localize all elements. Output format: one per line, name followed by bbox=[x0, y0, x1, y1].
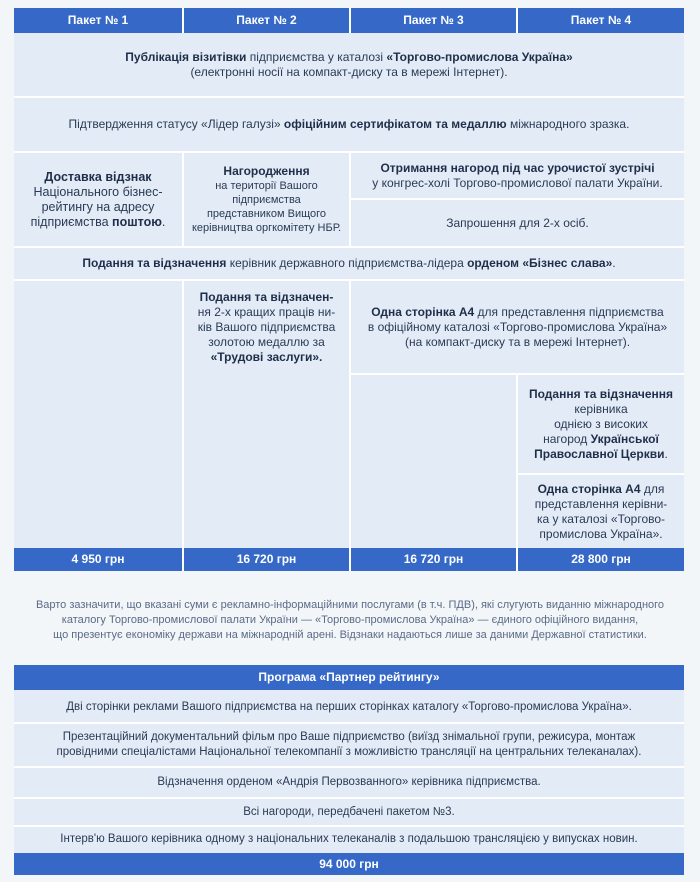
page-a4-cell: Одна сторінка А4 для представлення підприємства в офіційному каталозі «Торгово-промислова Україна» (на компакт-диску та в мережі Інтернет). bbox=[367, 304, 668, 349]
package-1-header: Пакет № 1 bbox=[14, 8, 182, 33]
package-3-header: Пакет № 3 bbox=[351, 8, 516, 33]
partner-program bbox=[14, 665, 684, 875]
catalog-page-cell: Одна сторінка А4 для представлення керівни- ка у каталозі «Торгово- промислова Україна». bbox=[534, 481, 668, 541]
publication-row: Публікація візитівки підприємства у каталозі «Торгово-промислова Україна» (електронні носії на компакт-диску та в мережі Інтернет). bbox=[125, 49, 573, 79]
package-4-price: 28 800 грн bbox=[518, 548, 684, 571]
publication-subline: (електронні носії на компакт-диску та в мережі Інтернет). bbox=[190, 64, 508, 79]
partner-item: Інтерв'ю Вашого керівника одному з національних телеканалів з подальшою трансляцією у випусках новин. bbox=[60, 833, 638, 845]
package-2-price: 16 720 грн bbox=[184, 548, 349, 571]
partner-program-price: 94 000 грн bbox=[14, 853, 684, 875]
package-4-header: Пакет № 4 bbox=[518, 8, 684, 33]
packages-table bbox=[14, 8, 684, 571]
packages-header-row bbox=[14, 8, 684, 33]
ceremony-cell: Отримання нагород під час урочистої зустрічі у конгрес-холі Торгово-промислової палати України. bbox=[372, 160, 663, 190]
church-award-cell: Подання та відзначення керівника однією з високих нагород Української Православної Церкви. bbox=[528, 386, 673, 461]
partner-item: Презентаційний документальний фільм про Ваше підприємство (виїзд знімальної групи, режисура, монтаж bbox=[62, 731, 636, 743]
medal-cell: Подання та відзначен- ня 2-х кращих праців ни- ків Вашого підприємства золотою медаллю за «Трудові заслуги». bbox=[197, 289, 336, 364]
package-2-header: Пакет № 2 bbox=[184, 8, 349, 33]
awarding-cell: Нагородження на території Вашого підприємства представником Вищого керівництва оргкомітету НБР. bbox=[191, 164, 342, 234]
partner-item: Всі нагороди, передбачені пакетом №3. bbox=[243, 806, 455, 818]
order-row: Подання та відзначення керівник державного підприємства-лідера орденом «Бізнес слава». bbox=[82, 256, 616, 270]
partner-program-title: Програма «Партнер рейтингу» bbox=[14, 665, 684, 690]
partner-item: провідними спеціалістами Національної телекомпанії з можливістю трансляції на центральних телеканалах). bbox=[56, 746, 642, 758]
partner-item: Відзначення орденом «Андрія Первозванного» керівника підприємства. bbox=[157, 776, 541, 788]
pricing-note: Варто зазначити, що вказані суми є рекламно-інформаційними послугами (в т.ч. ПДВ), які слугують виданню міжнародного каталогу Торгово-промислової палати України — «Торгово-промислова Україна» — єдиного офіційного видання, що презентує економіку держави на міжнародній арені. Відзнаки надаються лише за даними Державної статистики. bbox=[35, 599, 665, 641]
delivery-cell: Доставка відзнак Національного бізнес- рейтингу на адресу підприємства поштою. bbox=[30, 169, 166, 229]
publication-bold: Публікація візитівки bbox=[125, 49, 247, 64]
confirmation-row: Підтвердження статусу «Лідер галузі» офіційним сертифікатом та медаллю міжнародного зразка. bbox=[68, 117, 630, 131]
invitation-cell: Запрошення для 2-х осіб. bbox=[446, 215, 589, 230]
package-3-price: 16 720 грн bbox=[351, 548, 516, 571]
partner-item: Дві сторінки реклами Вашого підприємства на перших сторінках каталогу «Торгово-промислова Україна». bbox=[66, 701, 632, 713]
packages-price-row bbox=[14, 548, 684, 571]
package-1-price: 4 950 грн bbox=[14, 548, 182, 571]
